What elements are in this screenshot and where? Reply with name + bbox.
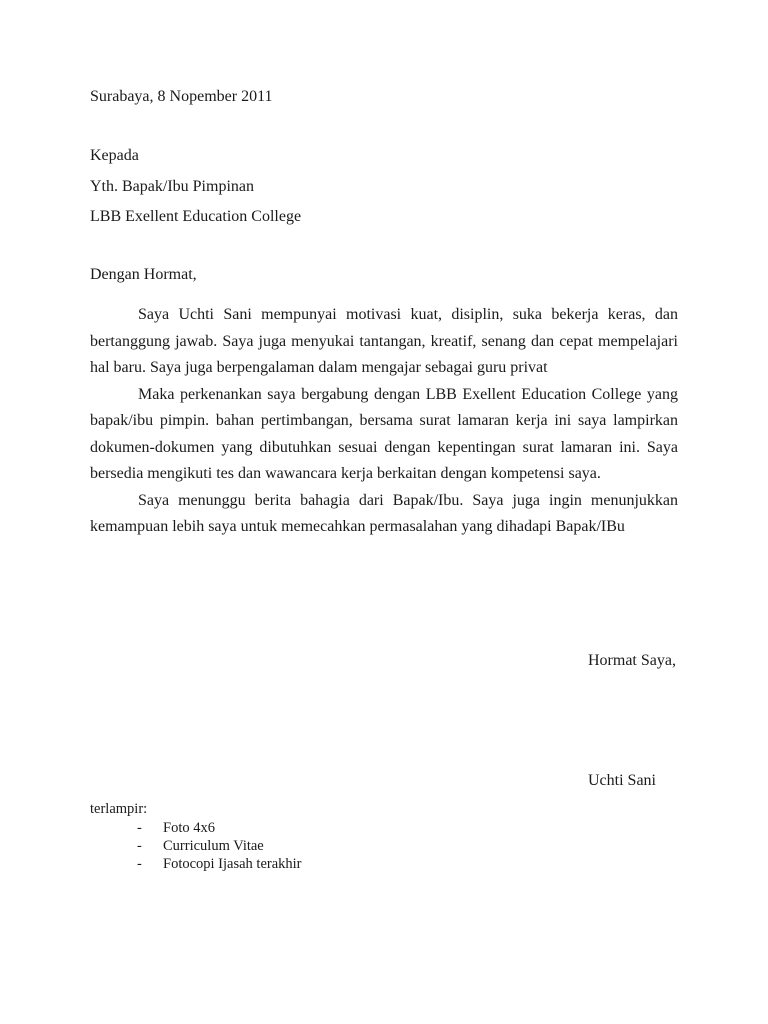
list-item <box>90 819 302 837</box>
attachment-text-cv: Curriculum Vitae <box>163 838 264 854</box>
recipient-line-kepada: Kepada <box>90 147 139 164</box>
list-item <box>90 855 302 873</box>
list-dash: - <box>137 820 142 836</box>
attachment-text-ijasah: Fotocopi Ijasah terakhir <box>163 856 302 872</box>
letter-body <box>90 302 678 541</box>
signature-name: Uchti Sani <box>588 772 656 789</box>
body-paragraph-1: Saya Uchti Sani mempunyai motivasi kuat, disiplin, suka bekerja keras, dan bertanggung jawab. Saya juga menyukai tantangan, kreatif, senang dan cepat mempelajari hal baru. Saya juga berpengalaman dalam mengajar sebagai guru privat <box>90 306 678 376</box>
attachments-label: terlampir: <box>90 801 148 817</box>
attachment-text-foto: Foto 4x6 <box>163 820 215 836</box>
attachments-block <box>90 800 302 873</box>
body-paragraph-2: Maka perkenankan saya bergabung dengan LBB Exellent Education College yang bapak/ibu pimpin. bahan pertimbangan, bersama surat lamaran kerja ini saya lampirkan dokumen-dokumen yang dibutuhkan sesuai dengan kepentingan surat lamaran ini. Saya bersedia mengikuti tes dan wawancara kerja berkaitan dengan kompetensi saya. <box>90 385 678 482</box>
salutation: Dengan Hormat, <box>90 266 197 283</box>
closing-salutation: Hormat Saya, <box>588 652 676 669</box>
list-dash: - <box>137 856 142 872</box>
recipient-line-yth: Yth. Bapak/Ibu Pimpinan <box>90 177 254 195</box>
recipient-block <box>90 141 301 233</box>
list-dash: - <box>137 838 142 854</box>
letter-date: Surabaya, 8 Nopember 2011 <box>90 88 273 105</box>
recipient-line-company: LBB Exellent Education College <box>90 208 302 225</box>
list-item <box>90 837 302 855</box>
body-paragraph-3: Saya menunggu berita bahagia dari Bapak/Ibu. Saya juga ingin menunjukkan kemampuan lebih saya untuk memecahkan permasalahan yang dihadapi Bapak/IBu <box>90 491 678 535</box>
